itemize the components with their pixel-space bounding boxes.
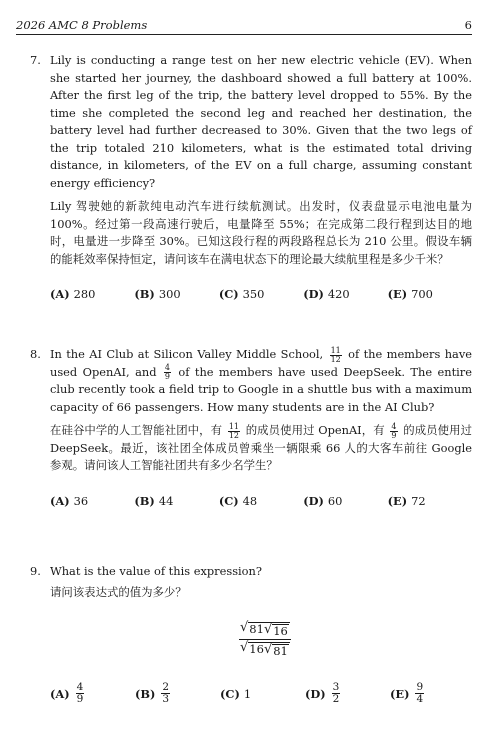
expression-denominator: √ 16 √ 81 — [240, 640, 288, 658]
fraction: $\frac{4}{9}$ — [391, 421, 397, 440]
fraction: $\frac{11}{12}$ — [330, 345, 341, 364]
problem-8 — [30, 346, 472, 510]
answer-choices — [50, 493, 472, 511]
choice-c: (C) 1 — [220, 686, 252, 701]
radical-sign: √ — [240, 620, 249, 635]
problem-7 — [30, 52, 472, 304]
radical-sign: √ — [240, 640, 249, 655]
problem-text-zh: 在硅谷中学的人工智能社团中，有 $\frac{11}{12}$ 的成员使用过 OpenAI，有 $\frac{4}{9}$ 的成员使用过 DeepSeek。最近，该社团全体成员曾乘坐一辆限乘 66 人的大客车前往 Google 参观。请问该人工智能社团共有多少名学生？ — [50, 421, 472, 472]
problem-9 — [30, 563, 472, 601]
choice-c: (C) 350 — [218, 287, 265, 301]
choice-e: (E) 700 — [387, 287, 433, 301]
choice-c: (C) 48 — [218, 493, 258, 508]
problem-text-zh: Lily 驾驶她的新款纯电动汽车进行续航测试。出发时，仪表盘显示电池电量为 100%。经过第一段高速行驶后，电量降至 55%；在完成第二段行程到达目的地时，电量进一步降至 30%。已知这段行程的两段路程总长为 210 公里。假设车辆的能耗效率保持恒定，请问该车在满电状态下的理论最大续航里程是多少千米？ — [50, 199, 472, 266]
choice-e: (E) 72 — [387, 493, 426, 508]
answer-choices-problem-9 — [50, 682, 475, 705]
choice-d: (D) $\frac{3}{2}$ — [305, 681, 340, 705]
fraction: $\frac{11}{12}$ — [228, 421, 239, 440]
choice-a: (A) $\frac{4}{9}$ — [50, 681, 84, 705]
page-header — [16, 14, 472, 35]
choice-b: (B) $\frac{2}{3}$ — [135, 681, 170, 705]
answer-choices — [50, 286, 472, 304]
page-number: 6 — [464, 18, 472, 32]
choice-a: (A) 280 — [50, 287, 96, 301]
expression-numerator: √ 81 √ 16 — [240, 620, 288, 638]
choice-d: (D) 420 — [303, 287, 350, 301]
radical-sign: √ — [263, 642, 273, 657]
radical-sign: √ — [263, 622, 273, 637]
choice-b: (B) 300 — [134, 287, 181, 301]
choice-b: (B) 44 — [134, 493, 174, 508]
choice-d: (D) 60 — [303, 493, 343, 508]
choice-a: (A) 36 — [50, 493, 89, 508]
problem-text-zh: 请问该表达式的值为多少？ — [50, 584, 187, 599]
header-title: 2026 AMC 8 Problems — [16, 18, 148, 32]
problem-number: 7. — [30, 53, 41, 67]
radical-expression — [236, 620, 294, 659]
problem-text-en: In the AI Club at Silicon Valley Middle School, $\frac{11}{12}$ of the members have used OpenAI, and $\frac{4}{9}$ of the members have used DeepSeek. The entire club recently took a field trip to Google in a shuttle bus with a maximum capacity of 66 passengers. How many students are in the AI Club? — [50, 345, 472, 414]
choice-e: (E) $\frac{9}{4}$ — [390, 681, 424, 705]
problem-text-en: What is the value of this expression? — [50, 564, 262, 578]
problem-number: 8. — [30, 347, 41, 361]
fraction: $\frac{4}{9}$ — [164, 363, 170, 381]
problem-text-en: Lily is conducting a range test on her new electric vehicle (EV). When she started her journey, the dashboard showed a full battery at 100%. After the first leg of the trip, the battery level dropped to 55%. By the time she completed the second leg and reached her destination, the battery level had further decreased to 30%. Given that the two legs of the trip totaled 210 kilometers, what is the estimated total driving distance, in kilometers, of the EV on a full charge, assuming constant energy efficiency? — [50, 53, 472, 190]
problem-number: 9. — [30, 564, 41, 578]
